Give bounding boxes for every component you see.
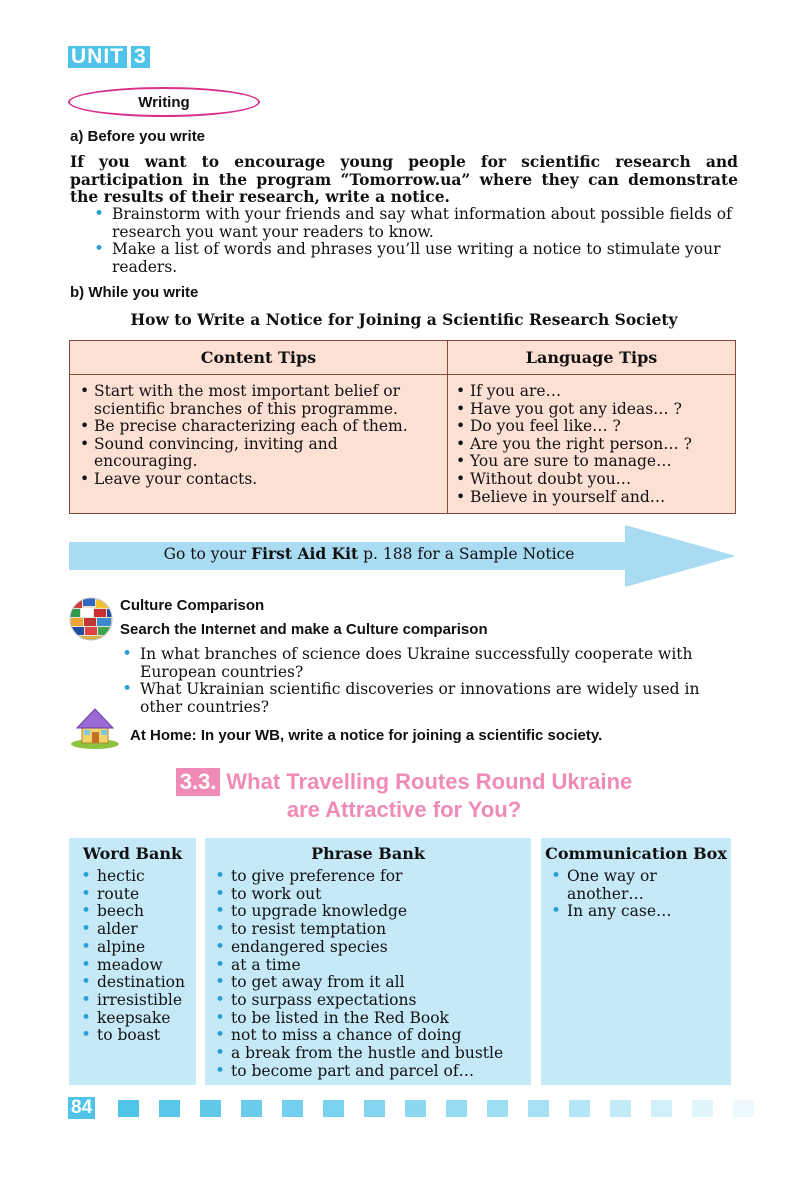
list-item: • to resist temptation <box>213 921 531 939</box>
at-home-task: At Home: In your WB, write a notice for joining a scientific society. <box>130 727 603 744</box>
list-item: • to give preference for <box>213 868 531 886</box>
list-item: • to work out <box>213 886 531 904</box>
list-item: • a break from the hustle and bustle <box>213 1045 531 1063</box>
culture-bullets <box>118 646 738 716</box>
list-item: • keepsake <box>79 1010 196 1028</box>
list-item: • Are you the right person… ? <box>456 436 735 454</box>
house-icon <box>70 706 120 750</box>
notice-title: How to Write a Notice for Joining a Scientific Research Society <box>130 310 678 329</box>
content-tips-header: Content Tips <box>70 341 447 375</box>
unit-number: 3 <box>131 46 150 68</box>
phrase-bank-header: Phrase Bank <box>311 844 425 863</box>
while-you-write-heading: b) While you write <box>70 284 199 301</box>
list-item: • to boast <box>79 1027 196 1045</box>
list-item: • beech <box>79 903 196 921</box>
word-bank-header: Word Bank <box>82 844 183 863</box>
communication-box-header: Communication Box <box>545 844 727 863</box>
list-item: • alder <box>79 921 196 939</box>
section-title-line1: What Travelling Routes Round Ukraine <box>226 769 633 794</box>
list-item: • destination <box>79 974 196 992</box>
phrase-bank <box>205 838 531 1085</box>
list-item: • Have you got any ideas… ? <box>456 401 735 419</box>
section-title <box>70 768 738 824</box>
list-item: • Start with the most important belief or scientific branches of this programme. <box>80 383 439 418</box>
language-tips-column <box>448 341 735 513</box>
list-item: • Sound convincing, inviting and encouraging. <box>80 436 439 471</box>
list-item: • endangered species <box>213 939 531 957</box>
list-item: • to be listed in the Red Book <box>213 1010 531 1028</box>
list-item: • Do you feel like… ? <box>456 418 735 436</box>
intro-paragraph: If you want to encourage young people for scientific research and participation in the program “Tomorrow.ua” where they can demonstrate the results of their research, write a notice. <box>70 152 738 206</box>
list-item: • Believe in yourself and… <box>456 489 735 507</box>
list-item: • irresistible <box>79 992 196 1010</box>
culture-task: Search the Internet and make a Culture comparison <box>120 621 488 638</box>
tips-table <box>69 340 736 514</box>
section-title-line2: are Attractive for You? <box>286 797 522 822</box>
globe-flags-icon <box>68 596 114 642</box>
unit-label <box>68 46 150 68</box>
list-item: • Be precise characterizing each of them. <box>80 418 439 436</box>
language-tips-header: Language Tips <box>448 341 735 375</box>
intro-bullets <box>90 206 738 276</box>
list-item: • to upgrade knowledge <box>213 903 531 921</box>
list-item: • Brainstorm with your friends and say what information about possible fields of research you want your readers to know. <box>90 206 738 241</box>
culture-comparison-heading: Culture Comparison <box>120 597 265 614</box>
list-item: • meadow <box>79 957 196 975</box>
list-item: • In any case… <box>549 903 731 921</box>
list-item: • alpine <box>79 939 196 957</box>
writing-label: Writing <box>68 87 260 117</box>
first-aid-kit-text <box>69 544 669 563</box>
unit-word: UNIT <box>68 46 127 68</box>
content-tips-column <box>70 341 448 513</box>
page-number: 84 <box>68 1097 95 1119</box>
arrow-text-before: Go to your <box>163 545 252 563</box>
communication-box <box>541 838 731 1085</box>
list-item: • Leave your contacts. <box>80 471 439 489</box>
list-item: • One way or another… <box>549 868 731 903</box>
list-item: • to surpass expectations <box>213 992 531 1010</box>
before-you-write-heading: a) Before you write <box>70 128 206 145</box>
section-number: 3.3. <box>176 768 221 796</box>
list-item: • You are sure to manage… <box>456 453 735 471</box>
list-item: • to get away from it all <box>213 974 531 992</box>
arrow-text-after: p. 188 for a Sample Notice <box>358 545 575 563</box>
list-item: • What Ukrainian scientific discoveries or innovations are widely used in other countries? <box>118 681 738 716</box>
list-item: • In what branches of science does Ukraine successfully cooperate with European countries? <box>118 646 738 681</box>
list-item: • not to miss a chance of doing <box>213 1027 531 1045</box>
list-item: • at a time <box>213 957 531 975</box>
list-item: • route <box>79 886 196 904</box>
list-item: • Without doubt you… <box>456 471 735 489</box>
list-item: • If you are… <box>456 383 735 401</box>
footer-squares <box>118 1100 758 1118</box>
list-item: • Make a list of words and phrases you’ll use writing a notice to stimulate your readers. <box>90 241 738 276</box>
first-aid-kit-link: First Aid Kit <box>251 544 359 563</box>
list-item: • to become part and parcel of… <box>213 1063 531 1081</box>
word-bank <box>69 838 196 1085</box>
list-item: • hectic <box>79 868 196 886</box>
